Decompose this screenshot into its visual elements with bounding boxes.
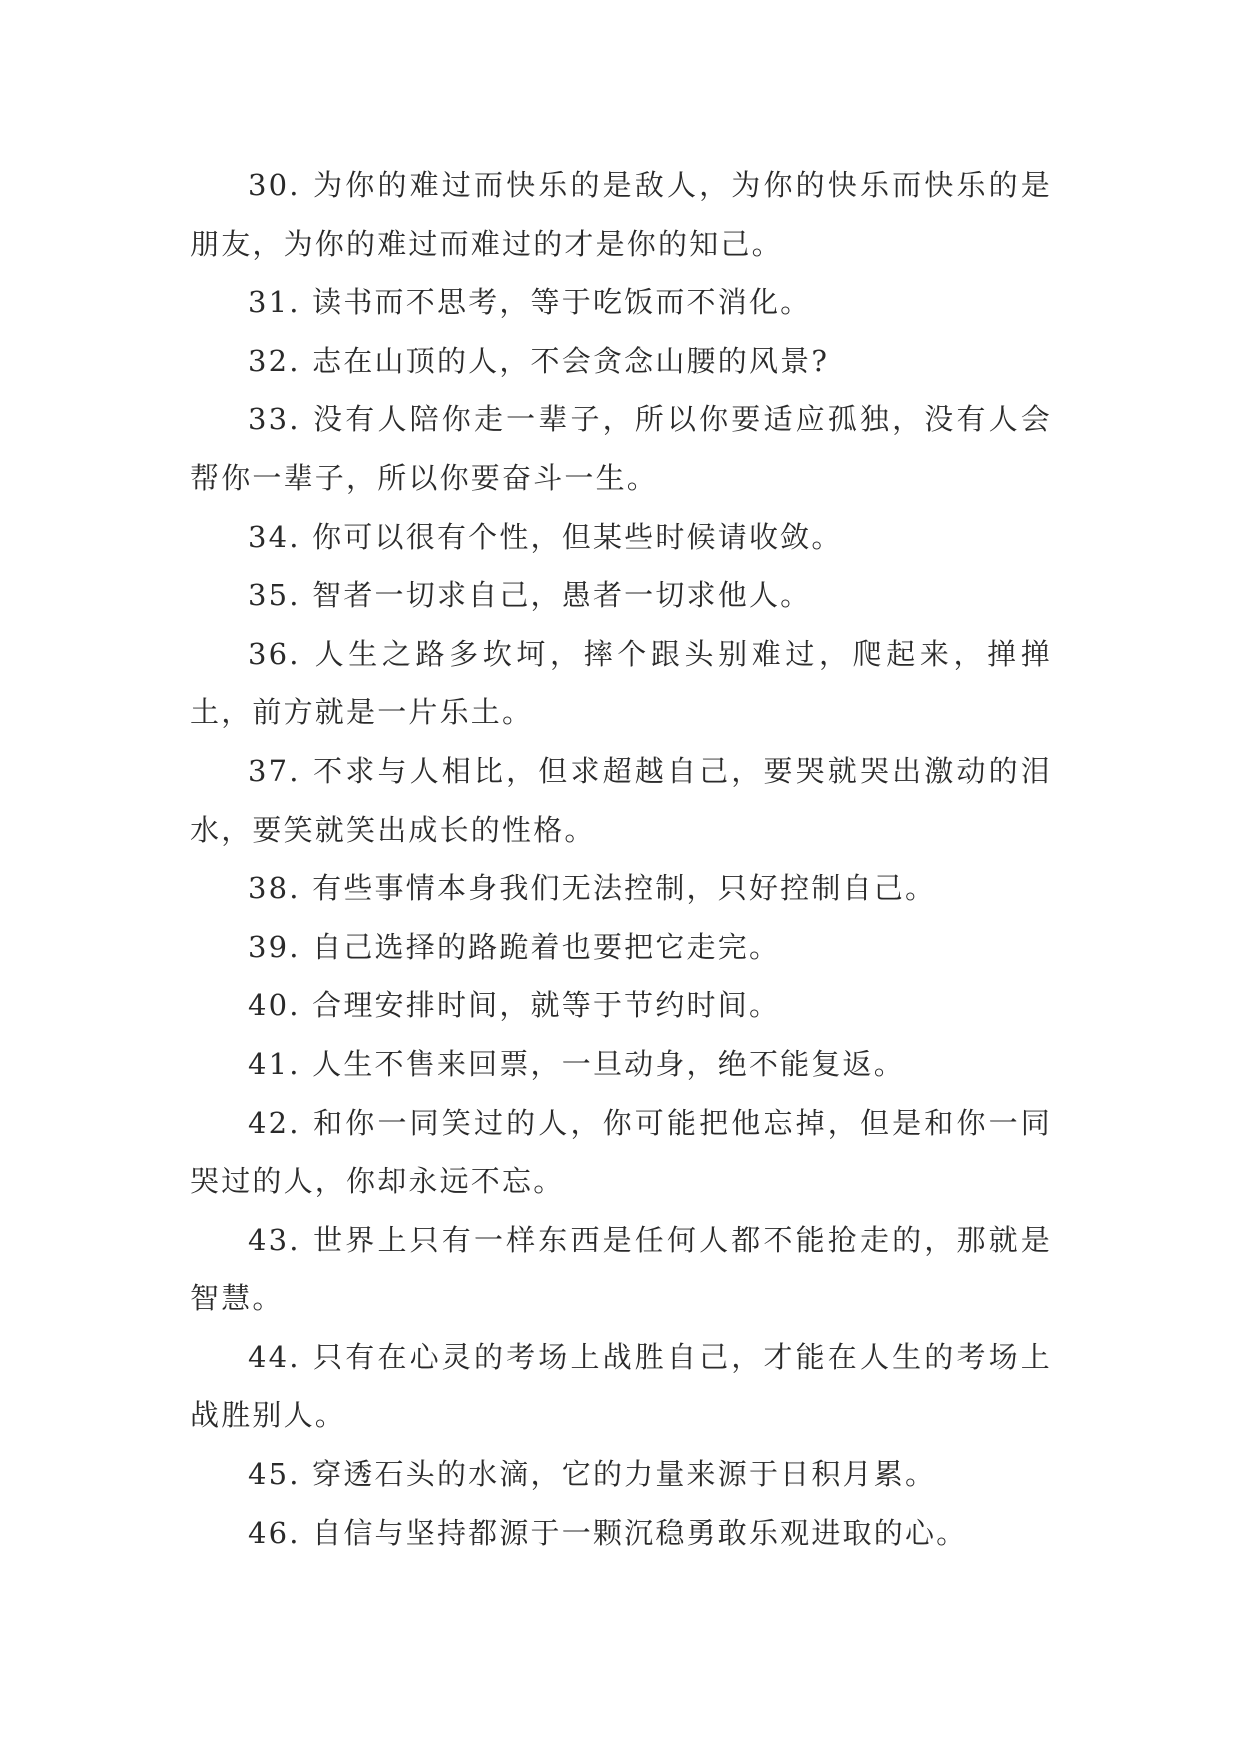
paragraph-36: 36. 人生之路多坎坷，摔个跟头别难过，爬起来，掸掸土，前方就是一片乐土。 [190,636,1052,730]
paragraph-43: 43. 世界上只有一样东西是任何人都不能抢走的，那就是智慧。 [190,1222,1052,1316]
paragraph-31: 31. 读书而不思考，等于吃饭而不消化。 [248,285,812,320]
paragraph-38: 38. 有些事情本身我们无法控制，只好控制自己。 [248,871,937,906]
paragraph-34: 34. 你可以很有个性，但某些时候请收敛。 [248,519,843,554]
paragraph-32: 32. 志在山顶的人，不会贪念山腰的风景? [248,343,830,378]
paragraph-30: 30. 为你的难过而快乐的是敌人，为你的快乐而快乐的是朋友，为你的难过而难过的才是你的知己。 [190,168,1052,261]
paragraph-37: 37. 不求与人相比，但求超越自己，要哭就哭出激动的泪水，要笑就笑出成长的性格。 [190,753,1052,847]
document-body [190,156,1052,1562]
paragraph-44: 44. 只有在心灵的考场上战胜自己，才能在人生的考场上战胜别人。 [190,1339,1052,1433]
paragraph-46: 46. 自信与坚持都源于一颗沉稳勇敢乐观进取的心。 [248,1515,968,1550]
paragraph-40: 40. 合理安排时间，就等于节约时间。 [248,988,781,1023]
paragraph-42: 42. 和你一同笑过的人，你可能把他忘掉，但是和你一同哭过的人，你却永远不忘。 [190,1105,1052,1199]
paragraph-35: 35. 智者一切求自己，愚者一切求他人。 [248,578,812,613]
paragraph-41: 41. 人生不售来回票，一旦动身，绝不能复返。 [248,1046,905,1081]
paragraph-45: 45. 穿透石头的水滴，它的力量来源于日积月累。 [248,1457,937,1492]
paragraph-33: 33. 没有人陪你走一辈子，所以你要适应孤独，没有人会帮你一辈子，所以你要奋斗一生。 [190,402,1052,495]
paragraph-39: 39. 自己选择的路跪着也要把它走完。 [248,929,781,964]
